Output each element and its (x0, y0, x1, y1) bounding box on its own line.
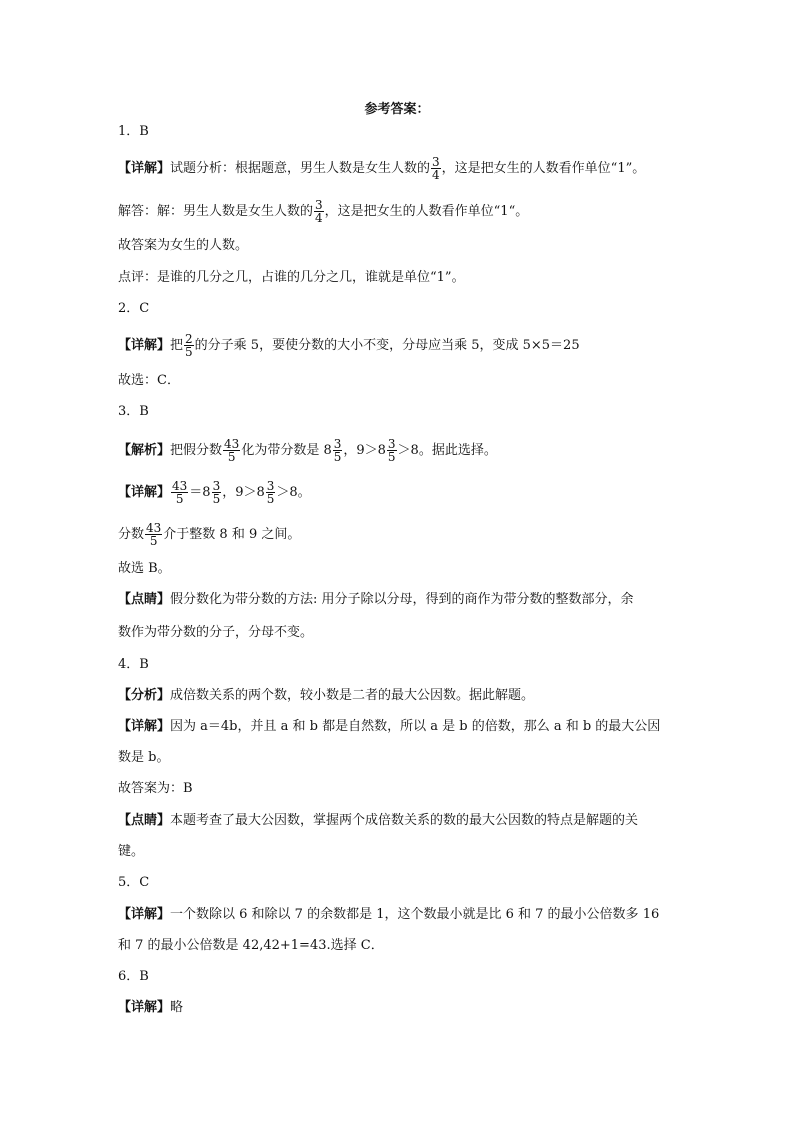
q3-line-1: 【解析】把假分数 $\frac{43}{5}$ 化为带分数是 8 $\frac{3}{5}$ ，9＞8 $\frac{3}{5}$ ＞8。据此选择。 (118, 437, 497, 464)
q1-line-4: 点评：是谁的几分之几，占谁的几分之几，谁就是单位“1”。 (118, 270, 465, 285)
q3-line-6: 数作为带分数的分子，分母不变。 (118, 625, 314, 640)
q4-line-4: 故答案为：B (118, 781, 193, 796)
fraction: $\frac{43}{5}$ (224, 437, 240, 464)
q3-line-2: 【详解】 $\frac{43}{5}$ ＝8 $\frac{3}{5}$ ，9＞8 $\frac{3}{5}$ ＞8。 (118, 479, 311, 506)
q5-label: 5．C (118, 875, 150, 890)
q3-line-5: 【点睛】假分数化为带分数的方法: 用分子除以分母，得到的商作为带分数的整数部分，余 (118, 592, 634, 607)
q6-label: 6．B (118, 969, 149, 984)
q4-line-2: 【详解】因为 a＝4b，并且 a 和 b 都是自然数，所以 a 是 b 的倍数，那么 a 和 b 的最大公因 (118, 719, 661, 734)
q4-line-5: 【点睛】本题考查了最大公因数，掌握两个成倍数关系的数的最大公因数的特点是解题的关 (118, 813, 639, 828)
q3-remark-tag: 【点睛】 (118, 592, 171, 607)
q3-line-3: 分数 $\frac{43}{5}$ 介于整数 8 和 9 之间。 (118, 521, 301, 548)
q1-detail-tag: 【详解】 (118, 161, 171, 176)
fraction: $\frac{3}{5}$ (212, 479, 221, 506)
q1-line-3: 故答案为女生的人数。 (118, 238, 249, 253)
q3-line-4: 故选 B。 (118, 561, 171, 576)
fraction: $\frac{3}{4}$ (432, 155, 440, 182)
q2-label: 2．C (118, 301, 150, 316)
q3-detail-tag: 【详解】 (118, 485, 171, 500)
q4-line-3: 数是 b。 (118, 750, 170, 765)
q1-line-1: 【详解】试题分析：根据题意，男生人数是女生人数的 $\frac{3}{4}$ ，这是把女生的人数看作单位“1”。 (118, 155, 646, 182)
q6-detail-tag: 【详解】 (118, 1000, 171, 1015)
q4-remark-tag: 【点睛】 (118, 813, 171, 828)
q4-label: 4．B (118, 657, 149, 672)
page-title: 参考答案： (364, 102, 430, 117)
fraction: $\frac{3}{4}$ (315, 198, 323, 225)
q6-line-1: 【详解】略 (118, 1000, 184, 1015)
q4-line-6: 键。 (118, 844, 145, 859)
q3-analysis-tag: 【解析】 (118, 443, 171, 458)
q1-label: 1．B (118, 124, 149, 139)
q1-line-2: 解答：解：男生人数是女生人数的 $\frac{3}{4}$ ，这是把女生的人数看作单位“1“。 (118, 198, 529, 225)
q3-label: 3．B (118, 404, 149, 419)
fraction: $\frac{3}{5}$ (333, 437, 342, 464)
q2-line-2: 故选：C． (118, 373, 180, 388)
fraction: $\frac{3}{5}$ (387, 437, 396, 464)
q4-line-1: 【分析】成倍数关系的两个数，较小数是二者的最大公因数。据此解题。 (118, 688, 535, 703)
fraction: $\frac{43}{5}$ (172, 479, 188, 506)
fraction: $\frac{43}{5}$ (146, 521, 162, 548)
q4-detail-tag: 【详解】 (118, 719, 171, 734)
q2-detail-tag: 【详解】 (118, 338, 171, 353)
q5-detail-tag: 【详解】 (118, 907, 171, 922)
q5-line-2: 和 7 的最小公倍数是 42,42+1=43.选择 C． (118, 938, 384, 953)
fraction: $\frac{3}{5}$ (266, 479, 275, 506)
fraction: $\frac{2}{5}$ (185, 332, 193, 359)
q2-line-1: 【详解】把 $\frac{2}{5}$ 的分子乘 5，要使分数的大小不变，分母应当乘 5，变成 5×5＝25 (118, 332, 580, 359)
q4-analysis-tag: 【分析】 (118, 688, 171, 703)
q5-line-1: 【详解】一个数除以 6 和除以 7 的余数都是 1，这个数最小就是比 6 和 7 的最小公倍数多 16 (118, 907, 660, 922)
